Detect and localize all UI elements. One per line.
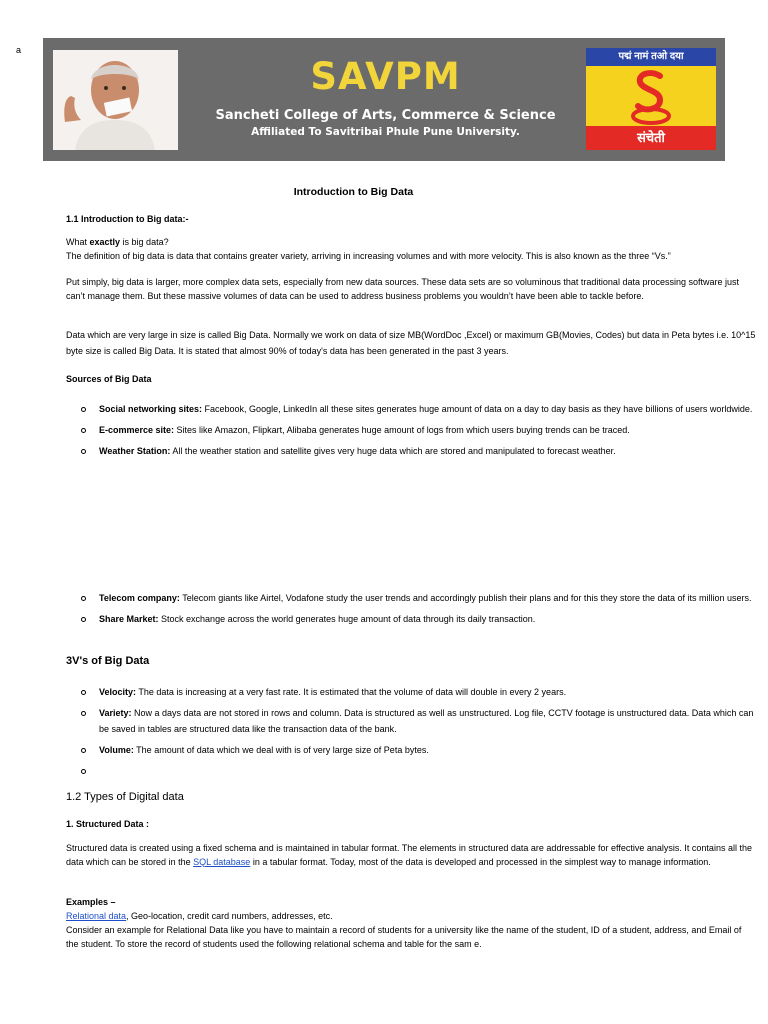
- list-item: Telecom company: Telecom giants like Airtel, Vodafone study the user trends and accordingly publish their plans and for this they store the data of its million users.: [66, 590, 756, 606]
- big-data-definition: The definition of big data is data that contains greater variety, arriving in increasing volumes and with more velocity. This is also known as the three “Vs.”: [66, 250, 671, 261]
- logo-s-emblem-icon: [626, 68, 676, 126]
- sancheti-logo: [586, 48, 716, 150]
- section-1-2-heading: 1.2 Types of Digital data: [66, 791, 184, 803]
- three-vs-list: [66, 684, 756, 784]
- list-item: Weather Station: All the weather station and satellite gives very huge data which are stored and manipulated to forecast weather.: [66, 443, 756, 459]
- examples-line: Relational data, Geo-location, credit card numbers, addresses, etc.: [66, 911, 333, 921]
- logo-motto: पद्मं नामं तओ दया: [586, 48, 716, 66]
- list-item: [66, 763, 756, 779]
- college-banner: [43, 38, 725, 161]
- list-item: Share Market: Stock exchange across the world generates huge amount of data through its daily transaction.: [66, 611, 756, 627]
- relational-data-link[interactable]: Relational data: [66, 911, 127, 921]
- section-1-1-heading: 1.1 Introduction to Big data:-: [66, 214, 189, 224]
- banner-title: SAVPM: [310, 55, 461, 98]
- relational-example-paragraph: Consider an example for Relational Data like you have to maintain a record of students for a university like the name of the student, ID of a student, address, and Email of the student. To store the record of students used the following relational schema and table for the sam e.: [66, 925, 742, 949]
- college-affiliation: Affiliated To Savitribai Phule Pune University.: [251, 126, 520, 138]
- what-is-big-data-question: What exactly is big data?: [66, 237, 169, 247]
- big-data-size-paragraph: Data which are very large in size is called Big Data. Normally we work on data of size MB(WordDoc ,Excel) or maximum GB(Movies, Codes) but data in Peta bytes i.e. 10^15 byte size is called Big Data. It is stated that almost 90% of today's data has been generated in the past 3 years.: [66, 330, 756, 356]
- list-item: Volume: The amount of data which we deal with is of very large size of Peta bytes.: [66, 742, 756, 758]
- college-name: Sancheti College of Arts, Commerce & Science: [215, 108, 556, 123]
- intro-question-block: [66, 236, 756, 263]
- three-vs-heading: 3V's of Big Data: [66, 655, 150, 667]
- sql-database-link[interactable]: SQL database: [193, 856, 251, 867]
- college-branding: [188, 56, 583, 138]
- big-data-explanation: Put simply, big data is larger, more complex data sets, especially from new data sources. These data sets are so voluminous that traditional data processing software just can’t manage them. But these massive volumes of data can be used to address business problems you wouldn’t have been able to tackle before.: [66, 277, 740, 301]
- logo-wordmark: संचेती: [586, 126, 716, 150]
- list-item: Velocity: The data is increasing at a very fast rate. It is estimated that the volume of data will double in every 2 years.: [66, 684, 756, 700]
- list-item: Variety: Now a days data are not stored in rows and column. Data is structured as well as unstructured. Log file, CCTV footage is unstructured data. Data which can be saved in tables are structured data like the transaction data of the bank.: [66, 705, 756, 737]
- corner-mark: a: [16, 45, 22, 55]
- document-title: Introduction to Big Data: [293, 186, 414, 198]
- structured-data-paragraph: Structured data is created using a fixed schema and is maintained in tabular format. The elements in structured data are addressable for effective analysis. It contains all the data which can be stored in the SQL database in a tabular format. Today, most of the data is developed and processed in the simplest way to manage information.: [66, 843, 752, 867]
- examples-heading: Examples –: [66, 897, 116, 907]
- list-item: Social networking sites: Facebook, Google, LinkedIn all these sites generates huge amount of data on a day to day basis as they have billions of users worldwide.: [66, 401, 756, 417]
- sources-list: [66, 401, 756, 464]
- sources-list-continued: [66, 590, 756, 632]
- sources-heading: Sources of Big Data: [66, 374, 152, 384]
- structured-data-heading: 1. Structured Data :: [66, 819, 150, 829]
- list-item: E-commerce site: Sites like Amazon, Flipkart, Alibaba generates huge amount of logs from which users buying trends can be traced.: [66, 422, 756, 438]
- founder-portrait: [53, 50, 178, 150]
